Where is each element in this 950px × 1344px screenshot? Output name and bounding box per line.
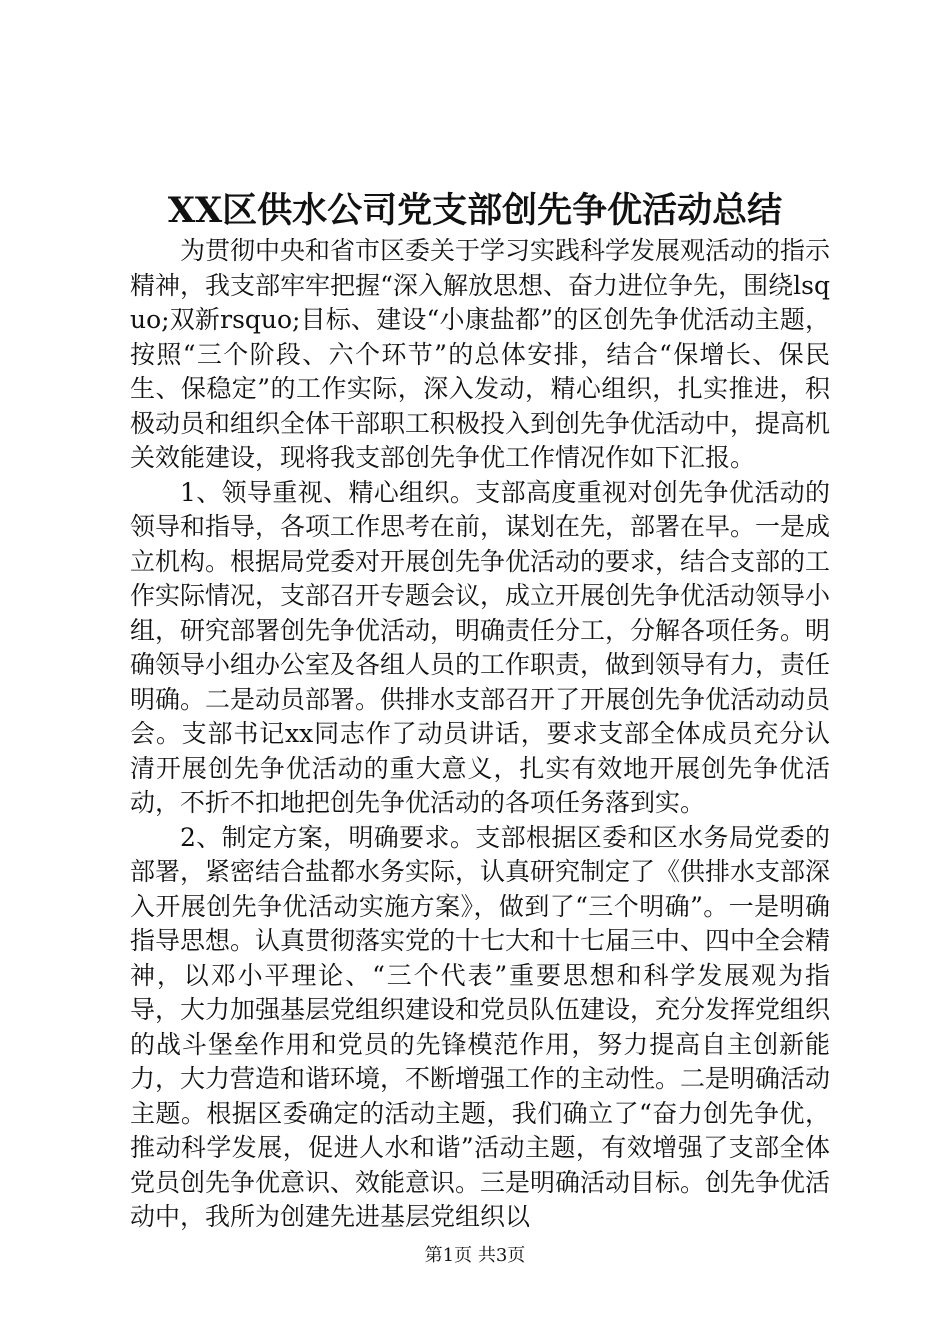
paragraph-intro: 为贯彻中央和省市区委关于学习实践科学发展观活动的指示精神，我支部牢牢把握“深入解放思想、奋力进位争先，围绕lsquo;双新rsquo;目标、建设“小康盐都”的区创先争优活动主题，按照“三个阶段、六个环节”的总体安排，结合“保增长、保民生、保稳定”的工作实际，深入发动，精心组织，扎实推进，积极动员和组织全体干部职工积极投入到创先争优活动中，提高机关效能建设，现将我支部创先争优工作情况作如下汇报。 xyxy=(130,236,831,472)
document-title: XX区供水公司党支部创先争优活动总结 xyxy=(167,190,783,231)
paragraph-section-2: 2、制定方案，明确要求。支部根据区委和区水务局党委的部署，紧密结合盐都水务实际，认真研究制定了《供排水支部深入开展创先争优活动实施方案》，做到了“三个明确”。一是明确指导思想。认真贯彻落实党的十七大和十七届三中、四中全会精神，以邓小平理论、“三个代表”重要思想和科学发展观为指导，大力加强基层党组织建设和党员队伍建设，充分发挥党组织的战斗堡垒作用和党员的先锋模范作用，努力提高自主创新能力，大力营造和谐环境，不断增强工作的主动性。二是明确活动主题。根据区委确定的活动主题，我们确立了“奋力创先争优，推动科学发展，促进人水和谐”活动主题，有效增强了支部全体党员创先争优意识、效能意识。三是明确活动目标。创先争优活动中，我所为创建先进基层党组织以 xyxy=(130,822,831,1231)
page-number-footer: 第1页 共3页 xyxy=(424,1245,526,1266)
paragraph-section-1: 1、领导重视、精心组织。支部高度重视对创先争优活动的领导和指导，各项工作思考在前，谋划在先，部署在早。一是成立机构。根据局党委对开展创先争优活动的要求，结合支部的工作实际情况，支部召开专题会议，成立开展创先争优活动领导小组，研究部署创先争优活动，明确责任分工，分解各项任务。明确领导小组办公室及各组人员的工作职责，做到领导有力，责任明确。二是动员部署。供排水支部召开了开展创先争优活动动员会。支部书记xx同志作了动员讲话，要求支部全体成员充分认清开展创先争优活动的重大意义，扎实有效地开展创先争优活动，不折不扣地把创先争优活动的各项任务落到实。 xyxy=(130,477,831,817)
document-body xyxy=(130,234,830,1235)
